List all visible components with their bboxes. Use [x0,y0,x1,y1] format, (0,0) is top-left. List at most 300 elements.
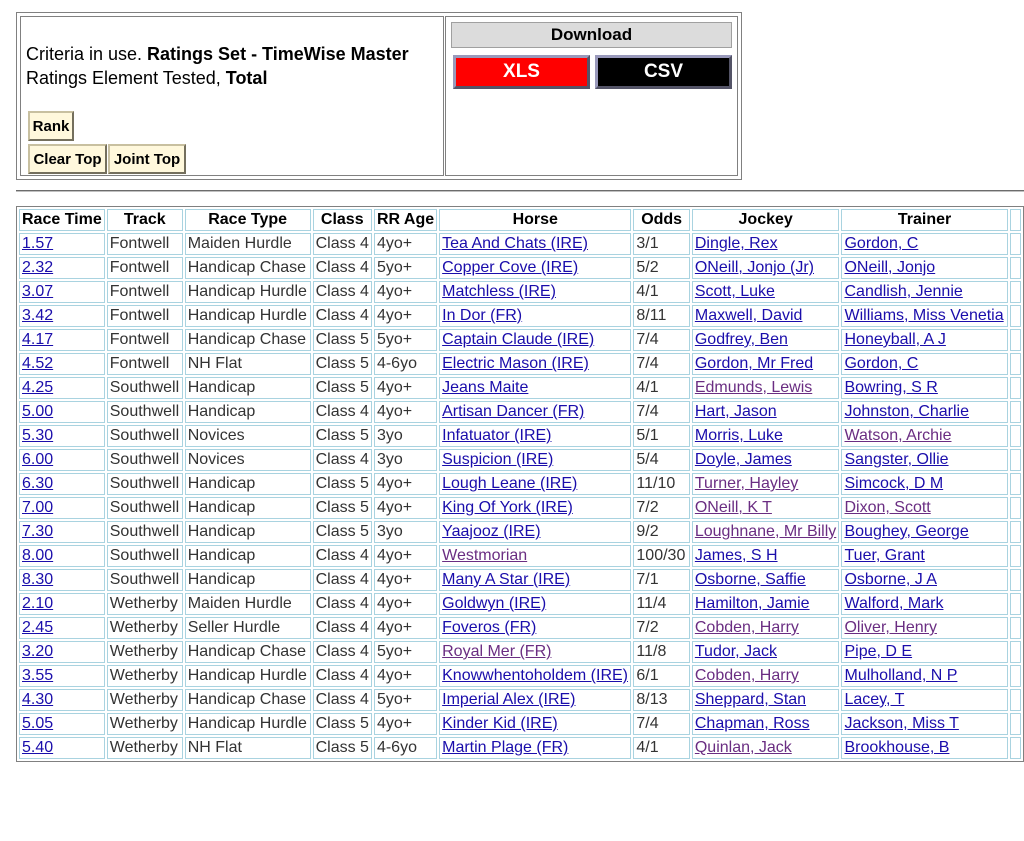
overflow-cell [1010,257,1021,279]
clear-top-button[interactable]: Clear Top [28,144,107,174]
overflow-cell [1010,569,1021,591]
jockey-cell-link[interactable]: Loughnane, Mr Billy [694,523,837,540]
overflow-cell [1010,473,1021,495]
jockey-cell [692,353,840,375]
track-cell: Southwell [107,545,183,567]
jockey-cell [692,449,840,471]
track-cell: Southwell [107,497,183,519]
horse-cell-link[interactable]: In Dor (FR) [442,307,523,324]
race-time-cell [19,377,105,399]
joint-top-button[interactable]: Joint Top [108,144,186,174]
trainer-cell-link[interactable]: Mulholland, N P [844,667,958,684]
col-jockey: Jockey [692,209,840,231]
jockey-cell-link[interactable]: Turner, Hayley [694,475,799,492]
race-time-cell-link[interactable]: 3.55 [22,667,54,684]
class-cell: Class 4 [313,401,372,423]
ratings-element-value: Total [225,68,268,88]
track-cell: Wetherby [107,737,183,759]
race-type-cell: Handicap Chase [185,689,311,711]
class-cell: Class 5 [313,377,372,399]
race-time-cell [19,593,105,615]
track-cell: Southwell [107,449,183,471]
race-time-cell-link[interactable]: 2.32 [22,259,54,276]
track-cell: Wetherby [107,593,183,615]
jockey-cell-link[interactable]: Hamilton, Jamie [694,595,810,612]
table-row [19,641,1021,663]
overflow-cell [1010,689,1021,711]
track-cell: Southwell [107,377,183,399]
race-table [16,206,1024,762]
horse-cell-link[interactable]: Kinder Kid (IRE) [442,715,558,732]
class-cell: Class 5 [313,497,372,519]
horse-cell [439,689,631,711]
track-cell: Fontwell [107,233,183,255]
jockey-cell-link[interactable]: ONeill, Jonjo (Jr) [694,259,814,276]
trainer-cell [841,473,1007,495]
overflow-cell [1010,233,1021,255]
class-cell: Class 5 [313,353,372,375]
horse-cell-link[interactable]: Artisan Dancer (FR) [442,403,585,420]
table-row [19,473,1021,495]
track-cell: Wetherby [107,641,183,663]
jockey-cell-link[interactable]: Godfrey, Ben [694,331,788,348]
table-header-row [19,209,1021,231]
rr-age-cell: 4-6yo [374,353,437,375]
jockey-cell [692,401,840,423]
odds-cell: 3/1 [633,233,689,255]
race-time-cell-link[interactable]: 6.30 [22,475,54,492]
rr-age-cell: 4yo+ [374,233,437,255]
race-time-cell-link[interactable]: 4.30 [22,691,54,708]
odds-cell: 9/2 [633,521,689,543]
race-time-cell [19,257,105,279]
horse-cell-link[interactable]: Matchless (IRE) [442,283,556,300]
rr-age-cell: 4yo+ [374,569,437,591]
odds-cell: 5/4 [633,449,689,471]
horse-cell [439,257,631,279]
horse-cell-link[interactable]: Infatuator (IRE) [442,427,552,444]
race-time-cell-link[interactable]: 5.30 [22,427,54,444]
rr-age-cell: 4yo+ [374,473,437,495]
col-race-time: Race Time [19,209,105,231]
jockey-cell-link[interactable]: Doyle, James [694,451,792,468]
jockey-cell [692,377,840,399]
jockey-cell-link[interactable]: Osborne, Saffie [694,571,806,588]
race-time-cell [19,737,105,759]
class-cell: Class 5 [313,737,372,759]
odds-cell: 11/4 [633,593,689,615]
race-time-cell-link[interactable]: 4.52 [22,355,54,372]
horse-cell-link[interactable]: Lough Leane (IRE) [442,475,578,492]
track-cell: Southwell [107,521,183,543]
horse-cell [439,401,631,423]
race-time-cell [19,473,105,495]
horse-cell [439,641,631,663]
overflow-cell [1010,353,1021,375]
trainer-cell-link[interactable]: Gordon, C [844,235,919,252]
class-cell: Class 4 [313,689,372,711]
col-odds: Odds [633,209,689,231]
trainer-cell [841,353,1007,375]
race-type-cell: NH Flat [185,353,311,375]
table-row [19,689,1021,711]
table-row [19,665,1021,687]
criteria-panel [16,12,742,180]
horse-cell-link[interactable]: Yaajooz (IRE) [442,523,541,540]
horse-cell [439,353,631,375]
rr-age-cell: 4yo+ [374,497,437,519]
jockey-cell-link[interactable]: Scott, Luke [694,283,775,300]
trainer-cell-link[interactable]: Watson, Archie [844,427,952,444]
table-row [19,545,1021,567]
track-cell: Southwell [107,473,183,495]
jockey-cell-link[interactable]: Hart, Jason [694,403,777,420]
jockey-cell-link[interactable]: Edmunds, Lewis [694,379,813,396]
jockey-cell-link[interactable]: Chapman, Ross [694,715,810,732]
trainer-cell [841,593,1007,615]
race-type-cell: NH Flat [185,737,311,759]
class-cell: Class 4 [313,257,372,279]
horse-cell-link[interactable]: Many A Star (IRE) [442,571,571,588]
jockey-cell [692,689,840,711]
horse-cell-link[interactable]: Imperial Alex (IRE) [442,691,576,708]
track-cell: Southwell [107,425,183,447]
rr-age-cell: 4yo+ [374,665,437,687]
csv-download-button[interactable]: CSV [595,55,732,89]
col-horse: Horse [439,209,631,231]
trainer-cell [841,233,1007,255]
rr-age-cell: 5yo+ [374,641,437,663]
race-time-cell [19,545,105,567]
criteria-text [26,42,409,90]
trainer-cell [841,545,1007,567]
horse-cell [439,473,631,495]
race-time-cell-link[interactable]: 7.30 [22,523,54,540]
jockey-cell [692,257,840,279]
rr-age-cell: 5yo+ [374,689,437,711]
class-cell: Class 4 [313,617,372,639]
track-cell: Wetherby [107,713,183,735]
horse-cell-link[interactable]: Captain Claude (IRE) [442,331,595,348]
horse-cell-link[interactable]: Martin Plage (FR) [442,739,569,756]
race-time-cell [19,617,105,639]
race-time-cell [19,233,105,255]
race-time-cell-link[interactable]: 7.00 [22,499,54,516]
col-rr-age: RR Age [374,209,437,231]
table-row [19,353,1021,375]
rr-age-cell: 5yo+ [374,257,437,279]
trainer-cell-link[interactable]: ONeill, Jonjo [844,259,936,276]
jockey-cell [692,569,840,591]
race-time-cell-link[interactable]: 4.25 [22,379,54,396]
rank-button[interactable]: Rank [28,111,74,141]
jockey-cell [692,521,840,543]
horse-cell [439,665,631,687]
class-cell: Class 4 [313,281,372,303]
odds-cell: 5/1 [633,425,689,447]
horse-cell-link[interactable]: Royal Mer (FR) [442,643,552,660]
overflow-cell [1010,305,1021,327]
trainer-cell-link[interactable]: Williams, Miss Venetia [844,307,1004,324]
race-type-cell: Handicap Chase [185,329,311,351]
jockey-cell [692,737,840,759]
rr-age-cell: 4yo+ [374,593,437,615]
jockey-cell [692,497,840,519]
horse-cell [439,569,631,591]
table-row [19,593,1021,615]
horse-cell [439,425,631,447]
class-cell: Class 4 [313,449,372,471]
rr-age-cell: 3yo [374,521,437,543]
race-type-cell: Novices [185,449,311,471]
race-time-cell [19,521,105,543]
jockey-cell [692,305,840,327]
horse-cell-link[interactable]: Westmorian [442,547,528,564]
trainer-cell [841,713,1007,735]
ratings-element-prefix: Ratings Element Tested, [26,68,226,88]
rr-age-cell: 4yo+ [374,281,437,303]
rr-age-cell: 3yo [374,449,437,471]
horse-cell-link[interactable]: Tea And Chats (IRE) [442,235,588,252]
table-row [19,401,1021,423]
rr-age-cell: 4-6yo [374,737,437,759]
odds-cell: 8/11 [633,305,689,327]
class-cell: Class 5 [313,521,372,543]
overflow-cell [1010,617,1021,639]
odds-cell: 7/4 [633,713,689,735]
download-box [445,16,738,176]
class-cell: Class 5 [313,713,372,735]
col-class: Class [313,209,372,231]
trainer-cell-link[interactable]: Simcock, D M [844,475,944,492]
odds-cell: 5/2 [633,257,689,279]
race-time-cell-link[interactable]: 3.20 [22,643,54,660]
horse-cell-link[interactable]: Suspicion (IRE) [442,451,554,468]
trainer-cell-link[interactable]: Bowring, S R [844,379,938,396]
rr-age-cell: 4yo+ [374,545,437,567]
trainer-cell [841,329,1007,351]
jockey-cell [692,641,840,663]
trainer-cell-link[interactable]: Jackson, Miss T [844,715,959,732]
class-cell: Class 4 [313,569,372,591]
overflow-cell [1010,737,1021,759]
jockey-cell-link[interactable]: Cobden, Harry [694,619,799,636]
jockey-cell-link[interactable]: Dingle, Rex [694,235,778,252]
class-cell: Class 5 [313,329,372,351]
race-type-cell: Handicap [185,497,311,519]
race-type-cell: Handicap [185,521,311,543]
overflow-cell [1010,281,1021,303]
overflow-cell [1010,377,1021,399]
horse-cell-link[interactable]: Copper Cove (IRE) [442,259,579,276]
odds-cell: 11/8 [633,641,689,663]
race-type-cell: Handicap Hurdle [185,281,311,303]
class-cell: Class 4 [313,233,372,255]
class-cell: Class 5 [313,473,372,495]
criteria-box [20,16,444,176]
race-time-cell-link[interactable]: 6.00 [22,451,54,468]
class-cell: Class 4 [313,545,372,567]
race-time-cell-link[interactable]: 5.05 [22,715,54,732]
horse-cell [439,713,631,735]
trainer-cell-link[interactable]: Osborne, J A [844,571,937,588]
trainer-cell-link[interactable]: Walford, Mark [844,595,944,612]
odds-cell: 7/4 [633,353,689,375]
horse-cell-link[interactable]: Electric Mason (IRE) [442,355,589,372]
race-type-cell: Maiden Hurdle [185,593,311,615]
overflow-cell [1010,329,1021,351]
odds-cell: 100/30 [633,545,689,567]
horse-cell-link[interactable]: Jeans Maite [442,379,529,396]
race-time-cell [19,353,105,375]
trainer-cell [841,305,1007,327]
trainer-cell-link[interactable]: Pipe, D E [844,643,913,660]
trainer-cell-link[interactable]: Candlish, Jennie [844,283,963,300]
race-type-cell: Handicap [185,545,311,567]
jockey-cell [692,329,840,351]
table-row [19,737,1021,759]
table-row [19,329,1021,351]
horse-cell-link[interactable]: King Of York (IRE) [442,499,573,516]
race-type-cell: Handicap Hurdle [185,713,311,735]
race-time-cell [19,713,105,735]
trainer-cell-link[interactable]: Gordon, C [844,355,919,372]
horse-cell [439,737,631,759]
rr-age-cell: 4yo+ [374,713,437,735]
horse-cell [439,377,631,399]
track-cell: Fontwell [107,353,183,375]
odds-cell: 4/1 [633,737,689,759]
race-time-cell-link[interactable]: 8.30 [22,571,54,588]
table-row [19,425,1021,447]
race-time-cell [19,665,105,687]
overflow-cell [1010,497,1021,519]
jockey-cell-link[interactable]: James, S H [694,547,778,564]
trainer-cell-link[interactable]: Brookhouse, B [844,739,950,756]
table-body [19,233,1021,759]
odds-cell: 7/2 [633,497,689,519]
trainer-cell [841,377,1007,399]
race-type-cell: Handicap Chase [185,641,311,663]
jockey-cell-link[interactable]: Sheppard, Stan [694,691,807,708]
ratings-set-value: Ratings Set - TimeWise Master [147,44,409,64]
track-cell: Wetherby [107,689,183,711]
track-cell: Southwell [107,569,183,591]
horse-cell [439,233,631,255]
rr-age-cell: 3yo [374,425,437,447]
jockey-cell-link[interactable]: Gordon, Mr Fred [694,355,814,372]
horse-cell [439,449,631,471]
race-time-cell-link[interactable]: 8.00 [22,547,54,564]
track-cell: Fontwell [107,305,183,327]
race-time-cell-link[interactable]: 3.07 [22,283,54,300]
race-time-cell-link[interactable]: 5.40 [22,739,54,756]
odds-cell: 7/4 [633,401,689,423]
trainer-cell-link[interactable]: Lacey, T [844,691,905,708]
jockey-cell [692,473,840,495]
trainer-cell [841,401,1007,423]
overflow-cell [1010,665,1021,687]
race-time-cell-link[interactable]: 1.57 [22,235,54,252]
jockey-cell [692,233,840,255]
horse-cell-link[interactable]: Foveros (FR) [442,619,537,636]
rr-age-cell: 4yo+ [374,401,437,423]
trainer-cell-link[interactable]: Tuer, Grant [844,547,925,564]
jockey-cell [692,425,840,447]
horse-cell [439,281,631,303]
jockey-cell-link[interactable]: Cobden, Harry [694,667,799,684]
class-cell: Class 5 [313,425,372,447]
jockey-cell-link[interactable]: Tudor, Jack [694,643,777,660]
rr-age-cell: 5yo+ [374,329,437,351]
race-type-cell: Handicap Hurdle [185,665,311,687]
horse-cell [439,545,631,567]
overflow-cell [1010,521,1021,543]
horse-cell-link[interactable]: Goldwyn (IRE) [442,595,547,612]
trainer-cell [841,521,1007,543]
trainer-cell [841,257,1007,279]
race-type-cell: Handicap Chase [185,257,311,279]
trainer-cell-link[interactable]: Johnston, Charlie [844,403,969,420]
race-time-cell [19,689,105,711]
jockey-cell-link[interactable]: Quinlan, Jack [694,739,792,756]
rr-age-cell: 4yo+ [374,617,437,639]
jockey-cell-link[interactable]: Maxwell, David [694,307,803,324]
jockey-cell-link[interactable]: ONeill, K T [694,499,772,516]
class-cell: Class 4 [313,593,372,615]
table-row [19,233,1021,255]
trainer-cell-link[interactable]: Dixon, Scott [844,499,931,516]
jockey-cell [692,281,840,303]
col-next [1010,209,1021,231]
col-race-type: Race Type [185,209,311,231]
race-time-cell-link[interactable]: 4.17 [22,331,54,348]
trainer-cell [841,425,1007,447]
table-row [19,521,1021,543]
race-time-cell-link[interactable]: 5.00 [22,403,54,420]
race-time-cell [19,425,105,447]
race-time-cell [19,449,105,471]
horse-cell [439,593,631,615]
race-time-cell [19,281,105,303]
trainer-cell-link[interactable]: Sangster, Ollie [844,451,949,468]
overflow-cell [1010,713,1021,735]
table-row [19,713,1021,735]
race-time-cell [19,329,105,351]
race-time-cell [19,401,105,423]
trainer-cell-link[interactable]: Boughey, George [844,523,969,540]
horse-cell [439,497,631,519]
trainer-cell-link[interactable]: Honeyball, A J [844,331,946,348]
race-time-cell-link[interactable]: 2.45 [22,619,54,636]
table-row [19,377,1021,399]
trainer-cell-link[interactable]: Oliver, Henry [844,619,937,636]
race-time-cell-link[interactable]: 3.42 [22,307,54,324]
track-cell: Fontwell [107,257,183,279]
odds-cell: 4/1 [633,281,689,303]
horse-cell-link[interactable]: Knowwhentoholdem (IRE) [442,667,628,684]
horse-cell [439,617,631,639]
race-time-cell [19,497,105,519]
jockey-cell-link[interactable]: Morris, Luke [694,427,783,444]
xls-download-button[interactable]: XLS [453,55,590,89]
race-type-cell: Handicap [185,377,311,399]
race-type-cell: Handicap [185,569,311,591]
class-cell: Class 4 [313,641,372,663]
table-row [19,305,1021,327]
table-row [19,569,1021,591]
race-time-cell-link[interactable]: 2.10 [22,595,54,612]
